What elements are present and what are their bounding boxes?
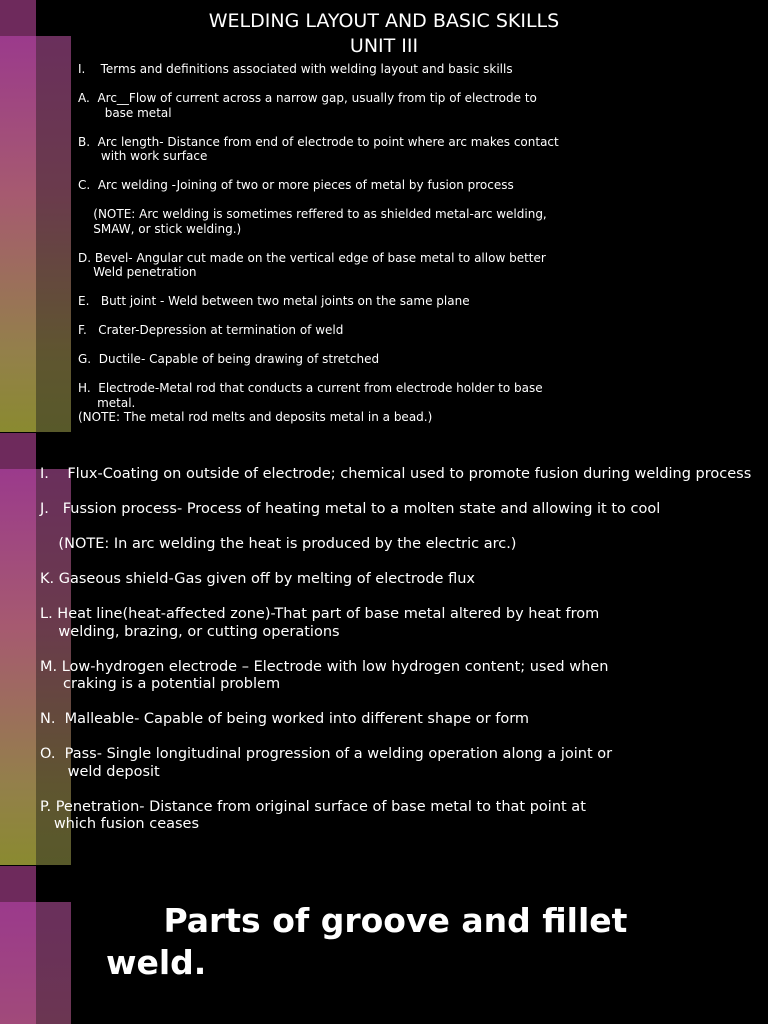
slide-1 — [0, 0, 768, 432]
definition-item: O. Pass- Single longitudinal progression of a welding operation along a joint or weld deposit — [40, 746, 613, 780]
definition-item: G. Ductile- Capable of being drawing of stretched — [78, 352, 380, 366]
slide-title — [0, 9, 768, 59]
slide-3 — [0, 866, 768, 1024]
definition-item: D. Bevel- Angular cut made on the vertical edge of base metal to allow better Weld penetration — [78, 250, 546, 279]
accent-band-left — [0, 902, 36, 1024]
definition-item: P. Penetration- Distance from original surface of base metal to that point at which fusion ceases — [40, 798, 586, 832]
definition-item: C. Arc welding -Joining of two or more pieces of metal by fusion process — [78, 178, 514, 192]
definition-item: J. Fussion process- Process of heating metal to a molten state and allowing it to cool — [40, 501, 661, 517]
definition-item: B. Arc length- Distance from end of electrode to point where arc makes contact with work surface — [78, 134, 559, 163]
definition-item: (NOTE: In arc welding the heat is produced by the electric arc.) — [40, 536, 517, 552]
accent-band-left — [0, 469, 36, 865]
accent-band-cap — [0, 866, 36, 902]
definition-item: K. Gaseous shield-Gas given off by melting of electrode flux — [40, 571, 475, 587]
accent-band-left — [0, 36, 36, 432]
slide-2 — [0, 433, 768, 865]
definition-item: H. Electrode-Metal rod that conducts a current from electrode holder to base metal. (NOTE: The metal rod melts and deposits metal in a bead.) — [78, 381, 543, 424]
definition-item: L. Heat line(heat-affected zone)-That part of base metal altered by heat from welding, brazing, or cutting operations — [40, 606, 600, 640]
definition-item: E. Butt joint - Weld between two metal joints on the same plane — [78, 294, 470, 308]
accent-band-right — [36, 902, 71, 1024]
definition-list — [78, 62, 598, 432]
accent-band-cap — [0, 433, 36, 469]
definition-item: F. Crater-Depression at termination of weld — [78, 323, 344, 337]
slide-heading: Parts of groove and fillet weld. — [106, 901, 628, 982]
slide-title-line-2: UNIT III — [349, 35, 419, 57]
accent-band-right — [36, 36, 71, 432]
definition-item: I. Flux-Coating on outside of electrode; chemical used to promote fusion during welding process — [40, 466, 752, 482]
definition-item: N. Malleable- Capable of being worked into different shape or form — [40, 711, 530, 727]
definition-list — [40, 466, 760, 851]
slide-title-line-1: WELDING LAYOUT AND BASIC SKILLS — [208, 10, 560, 32]
definition-item: (NOTE: Arc welding is sometimes reffered to as shielded metal-arc welding, SMAW, or stick welding.) — [93, 207, 547, 236]
definition-item: I. Terms and definitions associated with welding layout and basic skills — [78, 62, 513, 76]
definition-item: A. Arc__Flow of current across a narrow gap, usually from tip of electrode to base metal — [78, 91, 537, 120]
definition-item: M. Low-hydrogen electrode – Electrode with low hydrogen content; used when craking is a potential problem — [40, 658, 609, 692]
